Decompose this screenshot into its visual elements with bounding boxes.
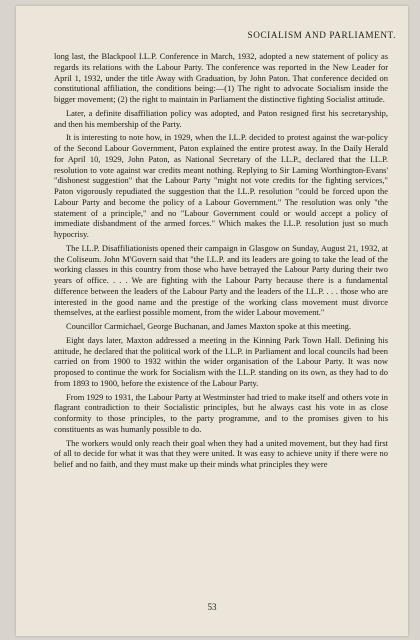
paragraph-4: The I.L.P. Disaffiliationists opened their campaign in Glasgow on Sunday, August 21, 1932, at the Coliseum. John M'Govern said that "the I.L.P. and its leaders are going to take the lead of the working classes in this country from those who have betrayed the Labour Party during their two years of office. . . . We are fighting with the Labour Party because there is a fundamental difference between the leaders of the Labour Party and the leaders of the I.L.P. . . . those who are interested in the good name and the prestige of the working class movement must divorce themselves, at the earliest possible moment, from the wider Labour movement." (54, 242, 388, 318)
paragraph-6: Eight days later, Maxton addressed a meeting in the Kinning Park Town Hall. Defining his attitude, he declared that the political work of the I.L.P. in Parliament and local councils had been carried on from 1900 to 1932 within the wider organisation of the Labour Party. It was now proposed to continue the work for Socialism with the I.L.P. standing on its own, as they had to do from 1893 to 1900, before the existence of the Labour Party. (54, 334, 388, 388)
page-number: 53 (207, 602, 217, 612)
paragraph-1: long last, the Blackpool I.L.P. Conference in March, 1932, adopted a new statement of policy as regards its relations with the Labour Party. The conference was reported in the New Leader for April 1, 1932, under the title Away with Graduation, by John Paton. That conference decided on constitutional affiliation, the conditions being:—(1) The right to advocate Socialism inside the bigger movement; (2) the right to maintain in Parliament the distinctive fighting Socialist attitude. (54, 51, 388, 104)
paragraph-7: From 1929 to 1931, the Labour Party at Westminster had tried to make itself and others vote in flagrant contradiction to their Socialistic principles, but he always cast his vote in as close conformity to those principles, to the party programme, and to the promises given to his constituents as was humanly possible to do. (54, 391, 388, 434)
page-body (54, 51, 388, 473)
paragraph-3: It is interesting to note how, in 1929, when the I.L.P. decided to protest against the war-policy of the Second Labour Government, Paton explained the entire protest away. In the Daily Herald for April 10, 1929, John Paton, as National Secretary of the I.L.P., declared that the I.L.P. resolution to vote against war credits meant nothing. Replying to Sir Laming Worthington-Evans' "dishonest suggestion" that the Labour Party "might not vote credits for the fighting services," Paton vigorously repudiated the suggestion that the I.L.P. resolution "could be forced upon the Labour Party and become the policy of a Labour Government." The resolution was only "the statement of a principle," and no "Labour Government could or would accept a policy of immediate disbandment of the armed forces." Which makes the I.L.P. resolution just so much hypocrisy. (54, 132, 388, 239)
paragraph-8: The workers would only reach their goal when they had a united movement, but they had first of all to decide for what it was that they were united. It was easy to achieve unity if there were no belief and no faith, and they must make up their minds what principles they were (54, 437, 388, 469)
paragraph-2: Later, a definite disaffiliation policy was adopted, and Paton resigned first his secretaryship, and then his membership of the Party. (54, 107, 388, 129)
paragraph-5: Councillor Carmichael, George Buchanan, and James Maxton spoke at this meeting. (66, 321, 352, 331)
book-page (16, 6, 408, 636)
running-head: SOCIALISM AND PARLIAMENT. (247, 30, 396, 40)
